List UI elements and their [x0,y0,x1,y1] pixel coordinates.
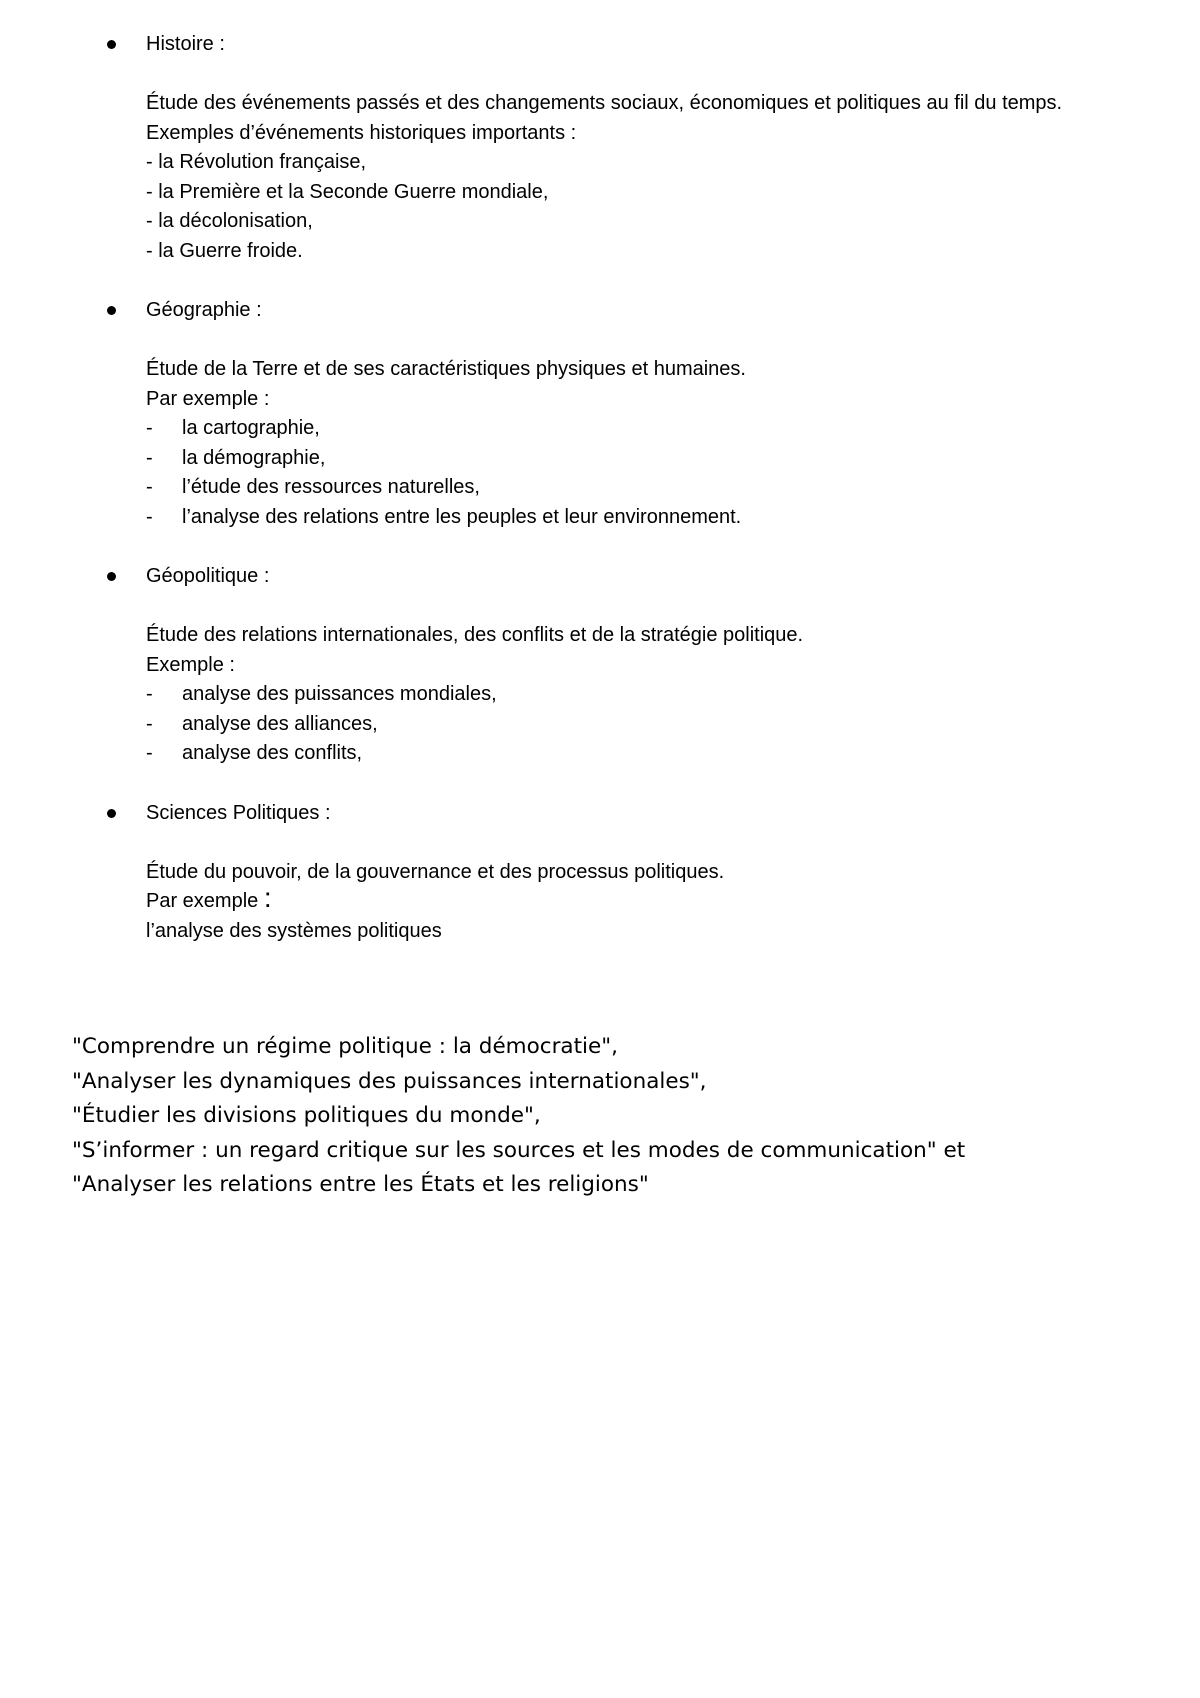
dash-marker: - [146,683,153,705]
body-line: l’analyse des systèmes politiques [146,919,442,942]
list-item-text: l’étude des ressources naturelles, [182,476,480,498]
example-label-text: Par exemple [146,890,264,912]
section-intro: Étude des événements passés et des changements sociaux, économiques et politiques au fil du temps. [146,92,1063,114]
section-intro: Étude de la Terre et de ses caractéristiques physiques et humaines. [146,358,746,380]
list-item [146,444,1106,474]
section-heading: Histoire : [146,33,225,55]
section-intro: Étude des relations internationales, des conflits et de la stratégie politique. [146,624,804,646]
section-heading: Géopolitique : [146,565,270,587]
dash-marker: - [146,476,153,498]
body-line: - la Première et la Seconde Guerre mondiale, [146,180,549,203]
example-label: Par exemple : [146,387,270,410]
example-label [146,882,1106,917]
body-line: - la Guerre froide. [146,239,303,262]
body-line: Exemples d’événements historiques importants : [146,121,577,144]
section-sciences-politiques [0,799,1200,947]
section-intro: Étude du pouvoir, de la gouvernance et des processus politiques. [146,860,725,883]
bullet-icon [107,572,116,581]
list-item [146,503,1106,533]
example-label: Exemple : [146,653,235,676]
dash-marker: - [146,446,153,469]
section-header [0,562,1200,591]
section-header [0,296,1200,325]
bullet-icon [107,40,116,49]
section-heading: Sciences Politiques : [146,801,331,824]
quote-line: "Analyser les dynamiques des puissances internationales", [72,1068,707,1094]
list-item [146,739,1106,769]
bullet-icon [107,306,116,315]
list-item [146,680,1106,710]
list-item-text: analyse des alliances, [182,712,378,735]
bullet-icon [107,809,116,818]
quote-line: "Étudier les divisions politiques du monde", [72,1103,541,1128]
list-item [146,473,1106,503]
section-body [146,355,1106,532]
list-item [146,710,1106,740]
dash-marker: - [146,505,153,528]
section-geographie [0,296,1200,532]
quote-line: "Comprendre un régime politique : la démocratie", [72,1034,618,1059]
topic-list [0,30,1200,976]
section-heading: Géographie : [146,299,262,321]
list-item [146,414,1106,444]
section-header [0,30,1200,59]
example-colon: : [263,882,272,913]
section-geopolitique [0,562,1200,769]
dash-marker: - [146,417,153,439]
list-item-text: la démographie, [182,446,326,469]
section-body [146,89,1106,266]
section-body [146,858,1106,947]
quote-line: "Analyser les relations entre les États et les religions" [72,1172,649,1197]
quote-line: "S’informer : un regard critique sur les sources et les modes de communication" et [72,1137,966,1163]
list-item-text: analyse des conflits, [182,742,363,764]
dash-marker: - [146,712,153,735]
list-item-text: analyse des puissances mondiales, [182,683,497,705]
body-line: - la décolonisation, [146,210,313,232]
section-histoire [0,30,1200,266]
body-line: - la Révolution française, [146,151,367,173]
list-item-text: la cartographie, [182,417,320,439]
section-header [0,799,1200,828]
section-body [146,621,1106,769]
dash-marker: - [146,742,153,764]
quoted-themes [72,1030,1172,1203]
list-item-text: l’analyse des relations entre les peuples et leur environnement. [182,505,742,528]
